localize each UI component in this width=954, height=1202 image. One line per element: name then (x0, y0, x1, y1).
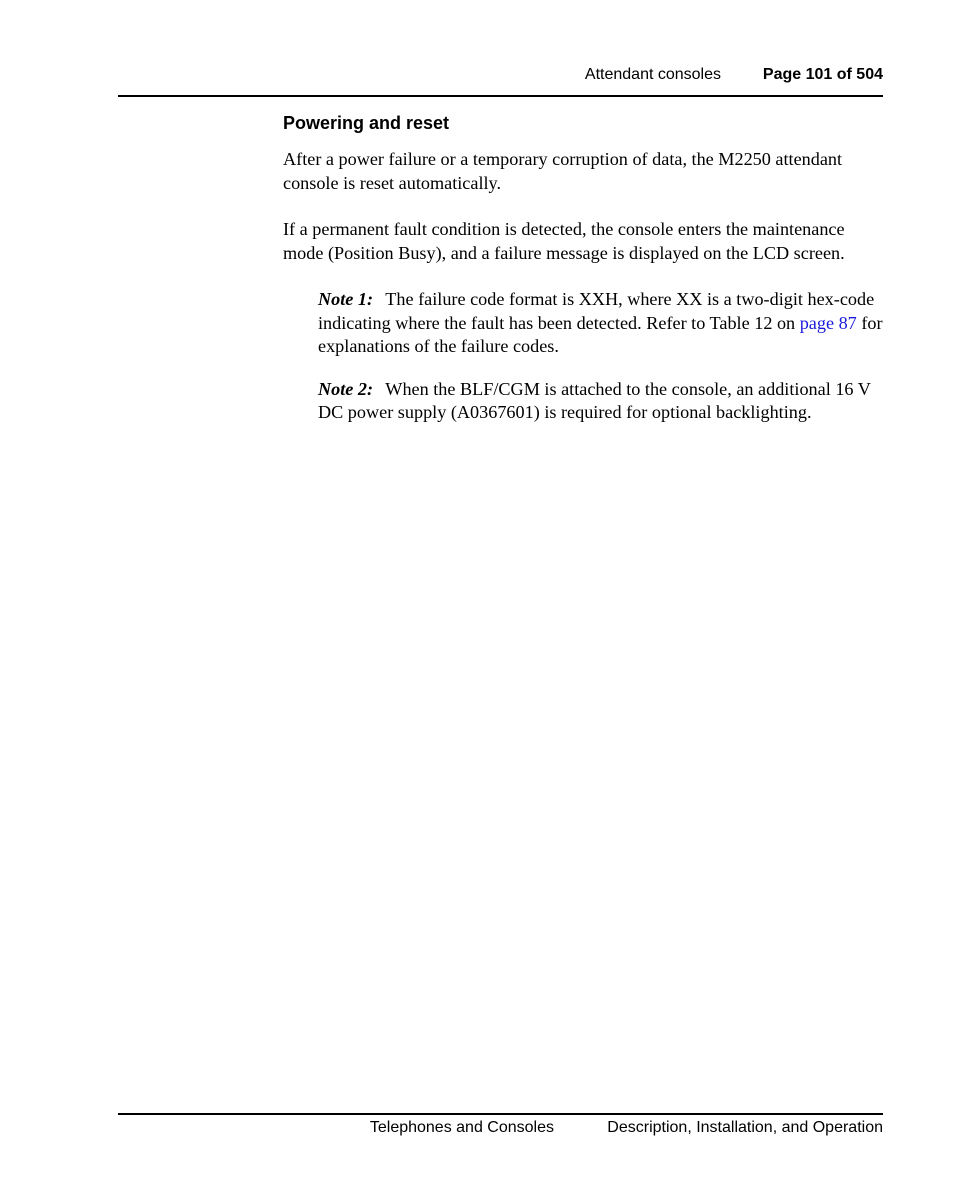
page-87-link[interactable]: page 87 (799, 312, 857, 333)
header-section-title: Attendant consoles (584, 66, 721, 83)
note-1-label: Note 1: (318, 289, 374, 309)
header-divider (118, 95, 883, 97)
paragraph-power-failure: After a power failure or a temporary corruption of data, the M2250 attendant console is reset automatically. (283, 149, 843, 193)
header-page-number: Page 101 of 504 (762, 66, 883, 83)
paragraph-permanent-fault: If a permanent fault condition is detected, the console enters the maintenance mode (Position Busy), and a failure message is displayed on the LCD screen. (283, 219, 845, 263)
note-2-text: When the BLF/CGM is attached to the console, an additional 16 V DC power supply (A0367601) is required for optional backlighting. (318, 378, 871, 422)
footer-divider (118, 1113, 883, 1115)
note-2 (318, 378, 888, 425)
page-footer (118, 1117, 883, 1141)
footer-book-subtitle: Description, Installation, and Operation (607, 1119, 883, 1136)
footer-book-title: Telephones and Consoles (369, 1119, 554, 1136)
section-heading: Powering and reset (283, 113, 450, 133)
note-1-text-after: for explanations of the failure codes. (318, 312, 883, 356)
note-1-text: The failure code format is XXH, where XX is a two-digit hex-code indicating where the fault has been detected. Refer to Table 12 on (318, 289, 875, 333)
note-2-label: Note 2: (318, 378, 374, 399)
page-header (118, 64, 883, 88)
note-1 (318, 288, 888, 359)
main-content (283, 111, 885, 444)
